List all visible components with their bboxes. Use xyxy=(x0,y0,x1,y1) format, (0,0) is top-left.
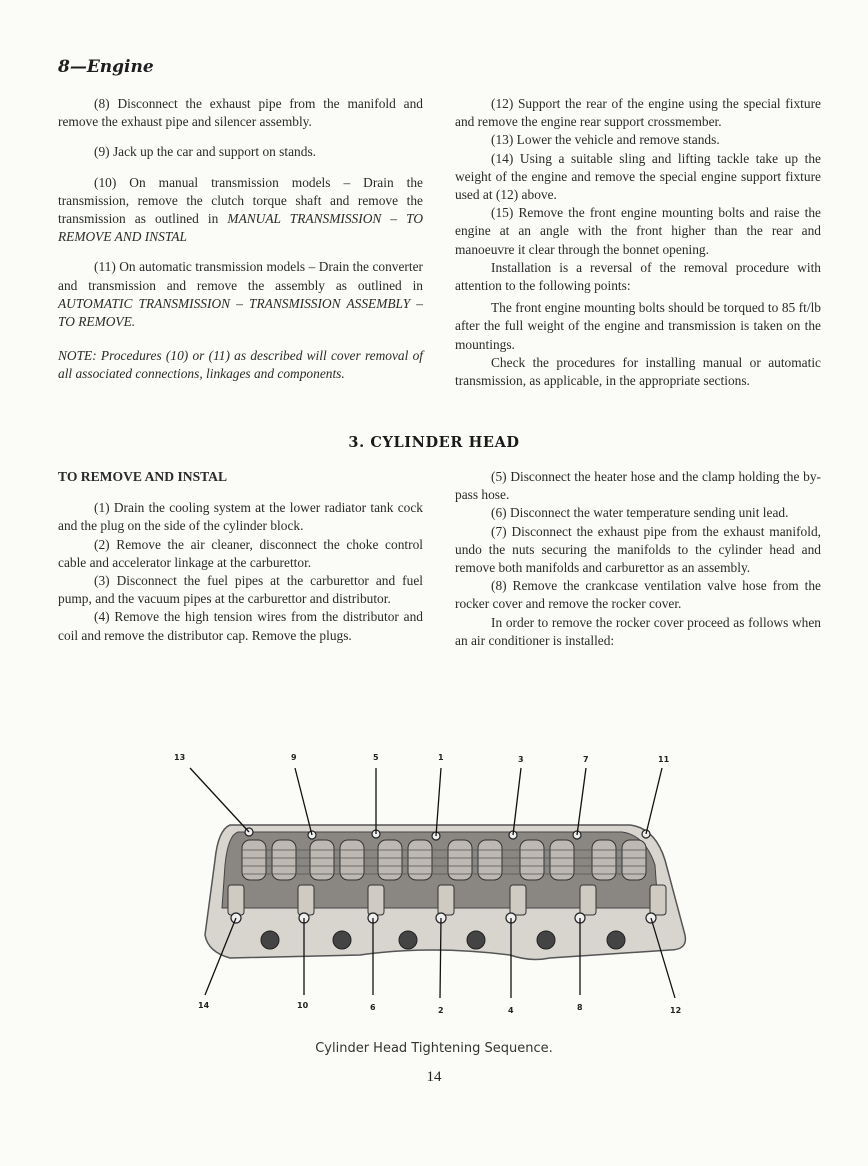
torque-note: The front engine mounting bolts should be torqued to 85 ft/lb after the full weight of the engine and transmission is taken on the mountings. xyxy=(455,300,821,352)
svg-text:9: 9 xyxy=(291,753,297,762)
svg-text:14: 14 xyxy=(198,1001,210,1010)
right-column-engine-removal xyxy=(455,95,821,390)
top-callouts xyxy=(174,753,670,764)
ch-step-2: (2) Remove the air cleaner, disconnect the choke control cable and accelerator linkage at the carburettor. xyxy=(58,536,423,570)
page-header: 8—Engine xyxy=(58,57,154,77)
subheading: TO REMOVE AND INSTAL xyxy=(58,469,228,484)
step-13: (13) Lower the vehicle and remove stands. xyxy=(491,132,720,148)
installation-intro: Installation is a reversal of the removal procedure with attention to the following points: xyxy=(455,259,821,294)
ch-step-4: (4) Remove the high tension wires from the distributor and coil and remove the distributor cap. Remove the plugs. xyxy=(58,609,423,643)
rocker-cover-intro: In order to remove the rocker cover proceed as follows when an air conditioner is installed: xyxy=(455,614,821,648)
ch-step-8: (8) Remove the crankcase ventilation valve hose from the rocker cover and remove the rocker cover. xyxy=(455,578,821,612)
right-column-cylinder-head xyxy=(455,468,821,650)
svg-text:12: 12 xyxy=(670,1006,682,1015)
svg-text:13: 13 xyxy=(174,753,186,762)
section-title: 3. CYLINDER HEAD xyxy=(348,434,520,451)
ch-step-7: (7) Disconnect the exhaust pipe from the exhaust manifold, undo the nuts securing the manifolds to the cylinder head and remove both manifolds and carburettor as an assembly. xyxy=(455,523,821,576)
step-14: (14) Using a suitable sling and lifting tackle take up the weight of the engine and remove the special engine support fixture used at (12) above. xyxy=(455,150,821,203)
svg-text:3: 3 xyxy=(518,755,524,764)
step-12: (12) Support the rear of the engine using the special fixture and remove the engine rear support crossmember. xyxy=(455,96,821,130)
step-11: (11) On automatic transmission models – Drain the converter and transmission and remove the assembly as outlined in AUTOMATIC TRANSMISSION – TRANSMISSION ASSEMBLY – TO REMOVE. xyxy=(58,259,423,330)
svg-text:4: 4 xyxy=(508,1006,514,1015)
bottom-callouts xyxy=(198,1001,681,1015)
ch-step-5: (5) Disconnect the heater hose and the clamp holding the by-pass hose. xyxy=(455,469,821,503)
ch-step-3: (3) Disconnect the fuel pipes at the carburettor and fuel pump, and the vacuum pipes at the carburettor and distributor. xyxy=(58,573,423,607)
svg-text:7: 7 xyxy=(583,755,589,764)
ch-step-6: (6) Disconnect the water temperature sending unit lead. xyxy=(491,505,789,521)
svg-text:10: 10 xyxy=(297,1001,309,1010)
manual-transmission-ref: MANUAL TRANSMISSION – TO REMOVE AND INSTAL xyxy=(58,211,424,245)
page-number: 14 xyxy=(426,1069,442,1085)
svg-text:2: 2 xyxy=(438,1006,444,1015)
note: NOTE: Procedures (10) or (11) as described will cover removal of all associated connections, linkages and components. xyxy=(58,348,423,382)
svg-text:8: 8 xyxy=(577,1003,583,1012)
svg-text:5: 5 xyxy=(373,753,379,762)
left-column-cylinder-head xyxy=(58,468,423,645)
left-column-engine-removal xyxy=(58,95,423,384)
step-8: (8) Disconnect the exhaust pipe from the manifold and remove the exhaust pipe and silencer assembly. xyxy=(58,96,423,130)
ch-step-1: (1) Drain the cooling system at the lower radiator tank cock and the plug on the side of the cylinder block. xyxy=(58,500,423,534)
step-9: (9) Jack up the car and support on stands. xyxy=(94,144,317,160)
svg-text:11: 11 xyxy=(658,755,670,764)
step-15: (15) Remove the front engine mounting bolts and raise the engine at an angle with the front higher than the rear and manoeuvre it clear through the bonnet opening. xyxy=(455,205,821,257)
svg-text:1: 1 xyxy=(438,753,444,762)
step-10: (10) On manual transmission models – Drain the transmission, remove the clutch torque shaft and remove the transmission as outlined in MANUAL TRANSMISSION – TO REMOVE AND INSTAL xyxy=(58,174,424,245)
check-procedures: Check the procedures for installing manual or automatic transmission, as applicable, in the appropriate sections. xyxy=(455,354,821,389)
figure-caption: Cylinder Head Tightening Sequence. xyxy=(315,1041,553,1056)
automatic-transmission-ref: AUTOMATIC TRANSMISSION – TRANSMISSION ASSEMBLY – TO REMOVE. xyxy=(58,295,423,330)
svg-text:6: 6 xyxy=(370,1003,376,1012)
cylinder-head-diagram xyxy=(160,740,700,1020)
